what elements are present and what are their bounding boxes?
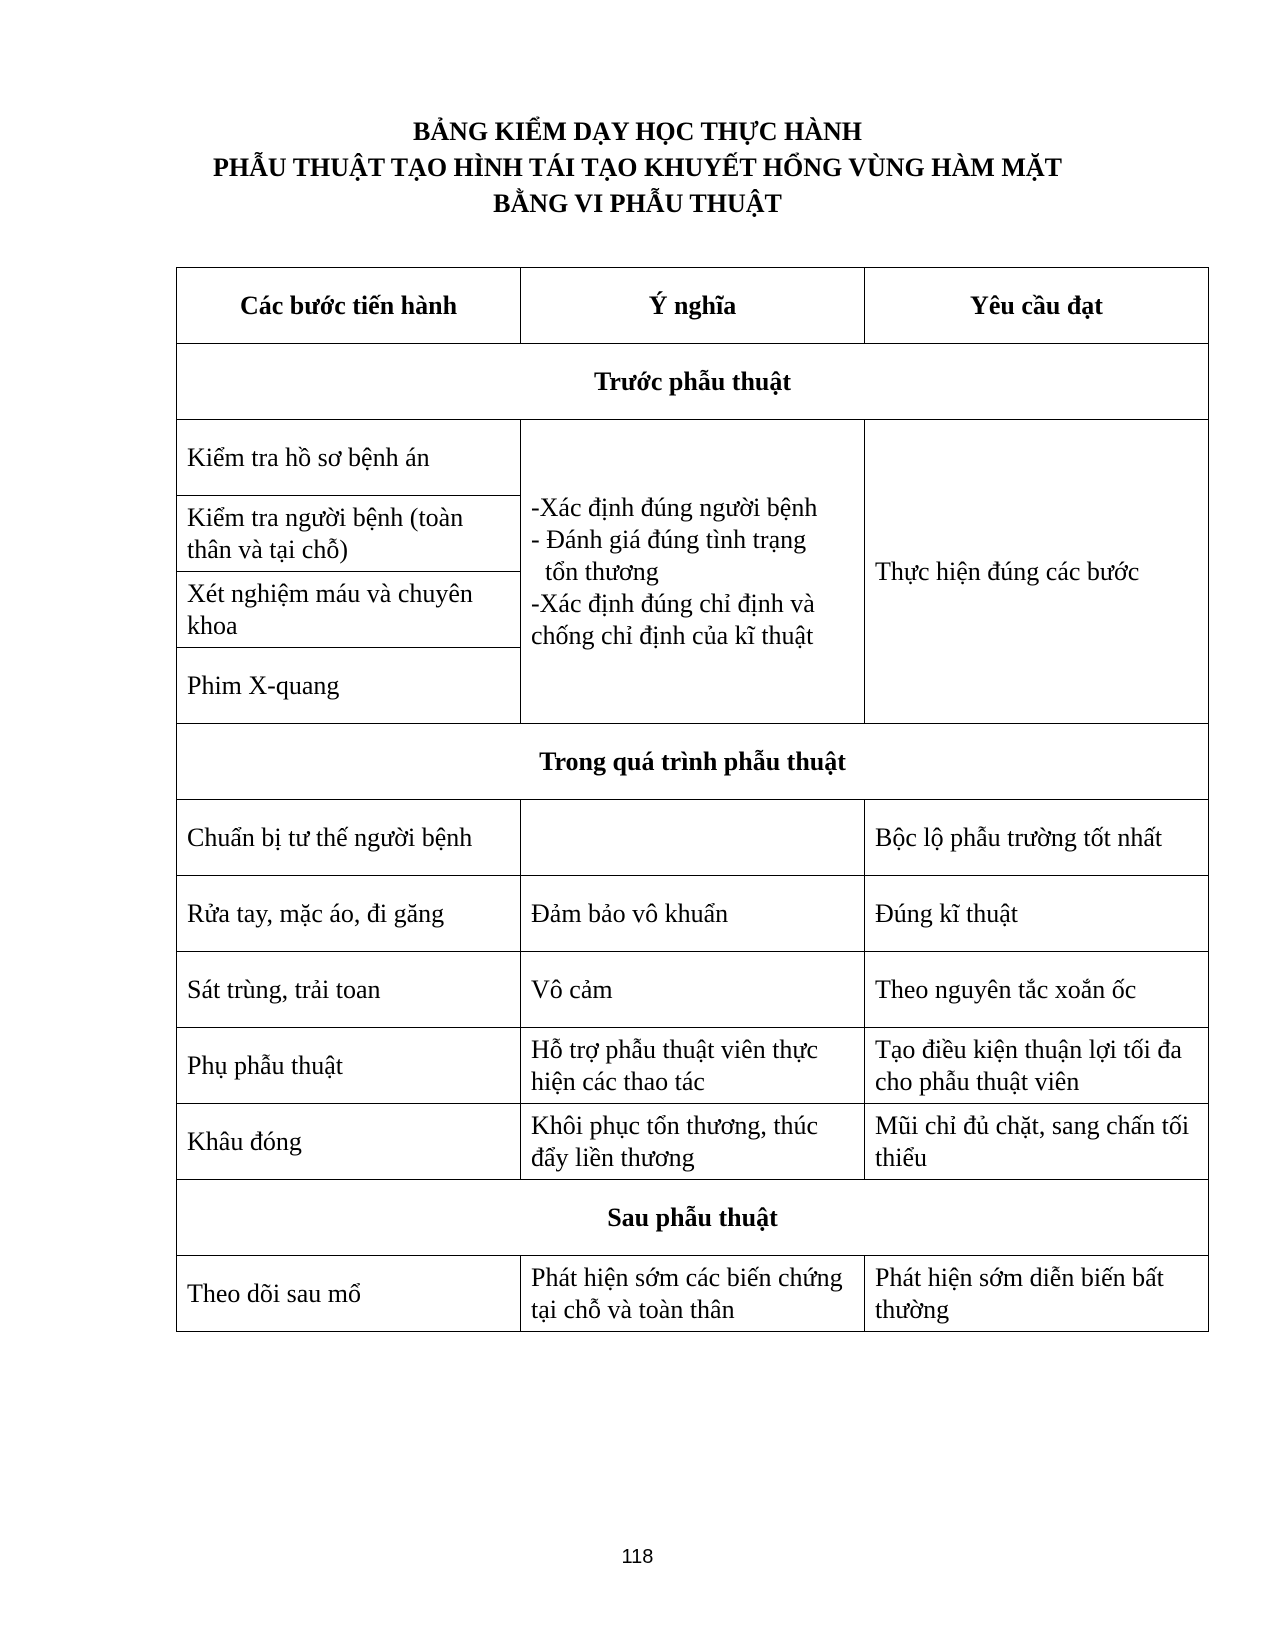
table-row bbox=[177, 1028, 1209, 1104]
step-cell: Phim X-quang bbox=[177, 648, 521, 724]
title-line-2: PHẪU THUẬT TẠO HÌNH TÁI TẠO KHUYẾT HỔNG VÙNG HÀM MẶT bbox=[213, 153, 1062, 182]
title-line-3: BẰNG VI PHẪU THUẬT bbox=[493, 189, 782, 218]
section-row-pre bbox=[177, 344, 1209, 420]
section-during-title: Trong quá trình phẫu thuật bbox=[177, 724, 1209, 800]
step-cell: Phụ phẫu thuật bbox=[177, 1028, 521, 1104]
requirement-cell: Mũi chỉ đủ chặt, sang chấn tối thiểu bbox=[865, 1104, 1209, 1180]
section-pre-title: Trước phẫu thuật bbox=[177, 344, 1209, 420]
table-row bbox=[177, 1104, 1209, 1180]
step-cell: Chuẩn bị tư thế người bệnh bbox=[177, 800, 521, 876]
step-cell: Kiểm tra hồ sơ bệnh án bbox=[177, 420, 521, 496]
requirement-cell: Theo nguyên tắc xoắn ốc bbox=[865, 952, 1209, 1028]
step-cell: Khâu đóng bbox=[177, 1104, 521, 1180]
pre-meaning-line: - Đánh giá đúng tình trạng bbox=[531, 524, 807, 554]
header-row bbox=[177, 268, 1209, 344]
pre-meaning-cell bbox=[521, 420, 865, 724]
section-post-title: Sau phẫu thuật bbox=[177, 1180, 1209, 1256]
checklist-table bbox=[176, 267, 1209, 1332]
requirement-cell: Tạo điều kiện thuận lợi tối đa cho phẫu thuật viên bbox=[865, 1028, 1209, 1104]
meaning-cell: Phát hiện sớm các biến chứng tại chỗ và toàn thân bbox=[521, 1256, 865, 1332]
step-cell: Rửa tay, mặc áo, đi găng bbox=[177, 876, 521, 952]
table-row bbox=[177, 952, 1209, 1028]
meaning-cell: Khôi phục tổn thương, thúc đẩy liền thương bbox=[521, 1104, 865, 1180]
requirement-cell: Đúng kĩ thuật bbox=[865, 876, 1209, 952]
page-number: 118 bbox=[621, 1546, 654, 1568]
section-row-during bbox=[177, 724, 1209, 800]
pre-requirement-cell: Thực hiện đúng các bước bbox=[865, 420, 1209, 724]
step-cell: Xét nghiệm máu và chuyên khoa bbox=[177, 572, 521, 648]
table-row bbox=[177, 800, 1209, 876]
table-row bbox=[177, 1256, 1209, 1332]
step-cell: Kiểm tra người bệnh (toàn thân và tại chỗ) bbox=[177, 496, 521, 572]
header-meaning: Ý nghĩa bbox=[521, 268, 865, 344]
meaning-cell: Đảm bảo vô khuẩn bbox=[521, 876, 865, 952]
pre-meaning-line: tổn thương bbox=[545, 556, 659, 586]
step-cell: Sát trùng, trải toan bbox=[177, 952, 521, 1028]
section-row-post bbox=[177, 1180, 1209, 1256]
meaning-cell: Hỗ trợ phẫu thuật viên thực hiện các thao tác bbox=[521, 1028, 865, 1104]
meaning-cell bbox=[521, 800, 865, 876]
pre-meaning-line: chống chỉ định của kĩ thuật bbox=[531, 620, 814, 650]
requirement-cell: Phát hiện sớm diễn biến bất thường bbox=[865, 1256, 1209, 1332]
pre-meaning-line: -Xác định đúng chỉ định và bbox=[531, 588, 815, 618]
table-row bbox=[177, 876, 1209, 952]
title-line-1: BẢNG KIỂM DẠY HỌC THỰC HÀNH bbox=[413, 117, 862, 146]
step-cell: Theo dõi sau mổ bbox=[177, 1256, 521, 1332]
meaning-cell: Vô cảm bbox=[521, 952, 865, 1028]
table-row bbox=[177, 420, 1209, 496]
header-steps: Các bước tiến hành bbox=[177, 268, 521, 344]
requirement-cell: Bộc lộ phẫu trường tốt nhất bbox=[865, 800, 1209, 876]
pre-meaning-line: -Xác định đúng người bệnh bbox=[531, 492, 818, 522]
header-requirement: Yêu cầu đạt bbox=[865, 268, 1209, 344]
document-title bbox=[0, 114, 1275, 222]
